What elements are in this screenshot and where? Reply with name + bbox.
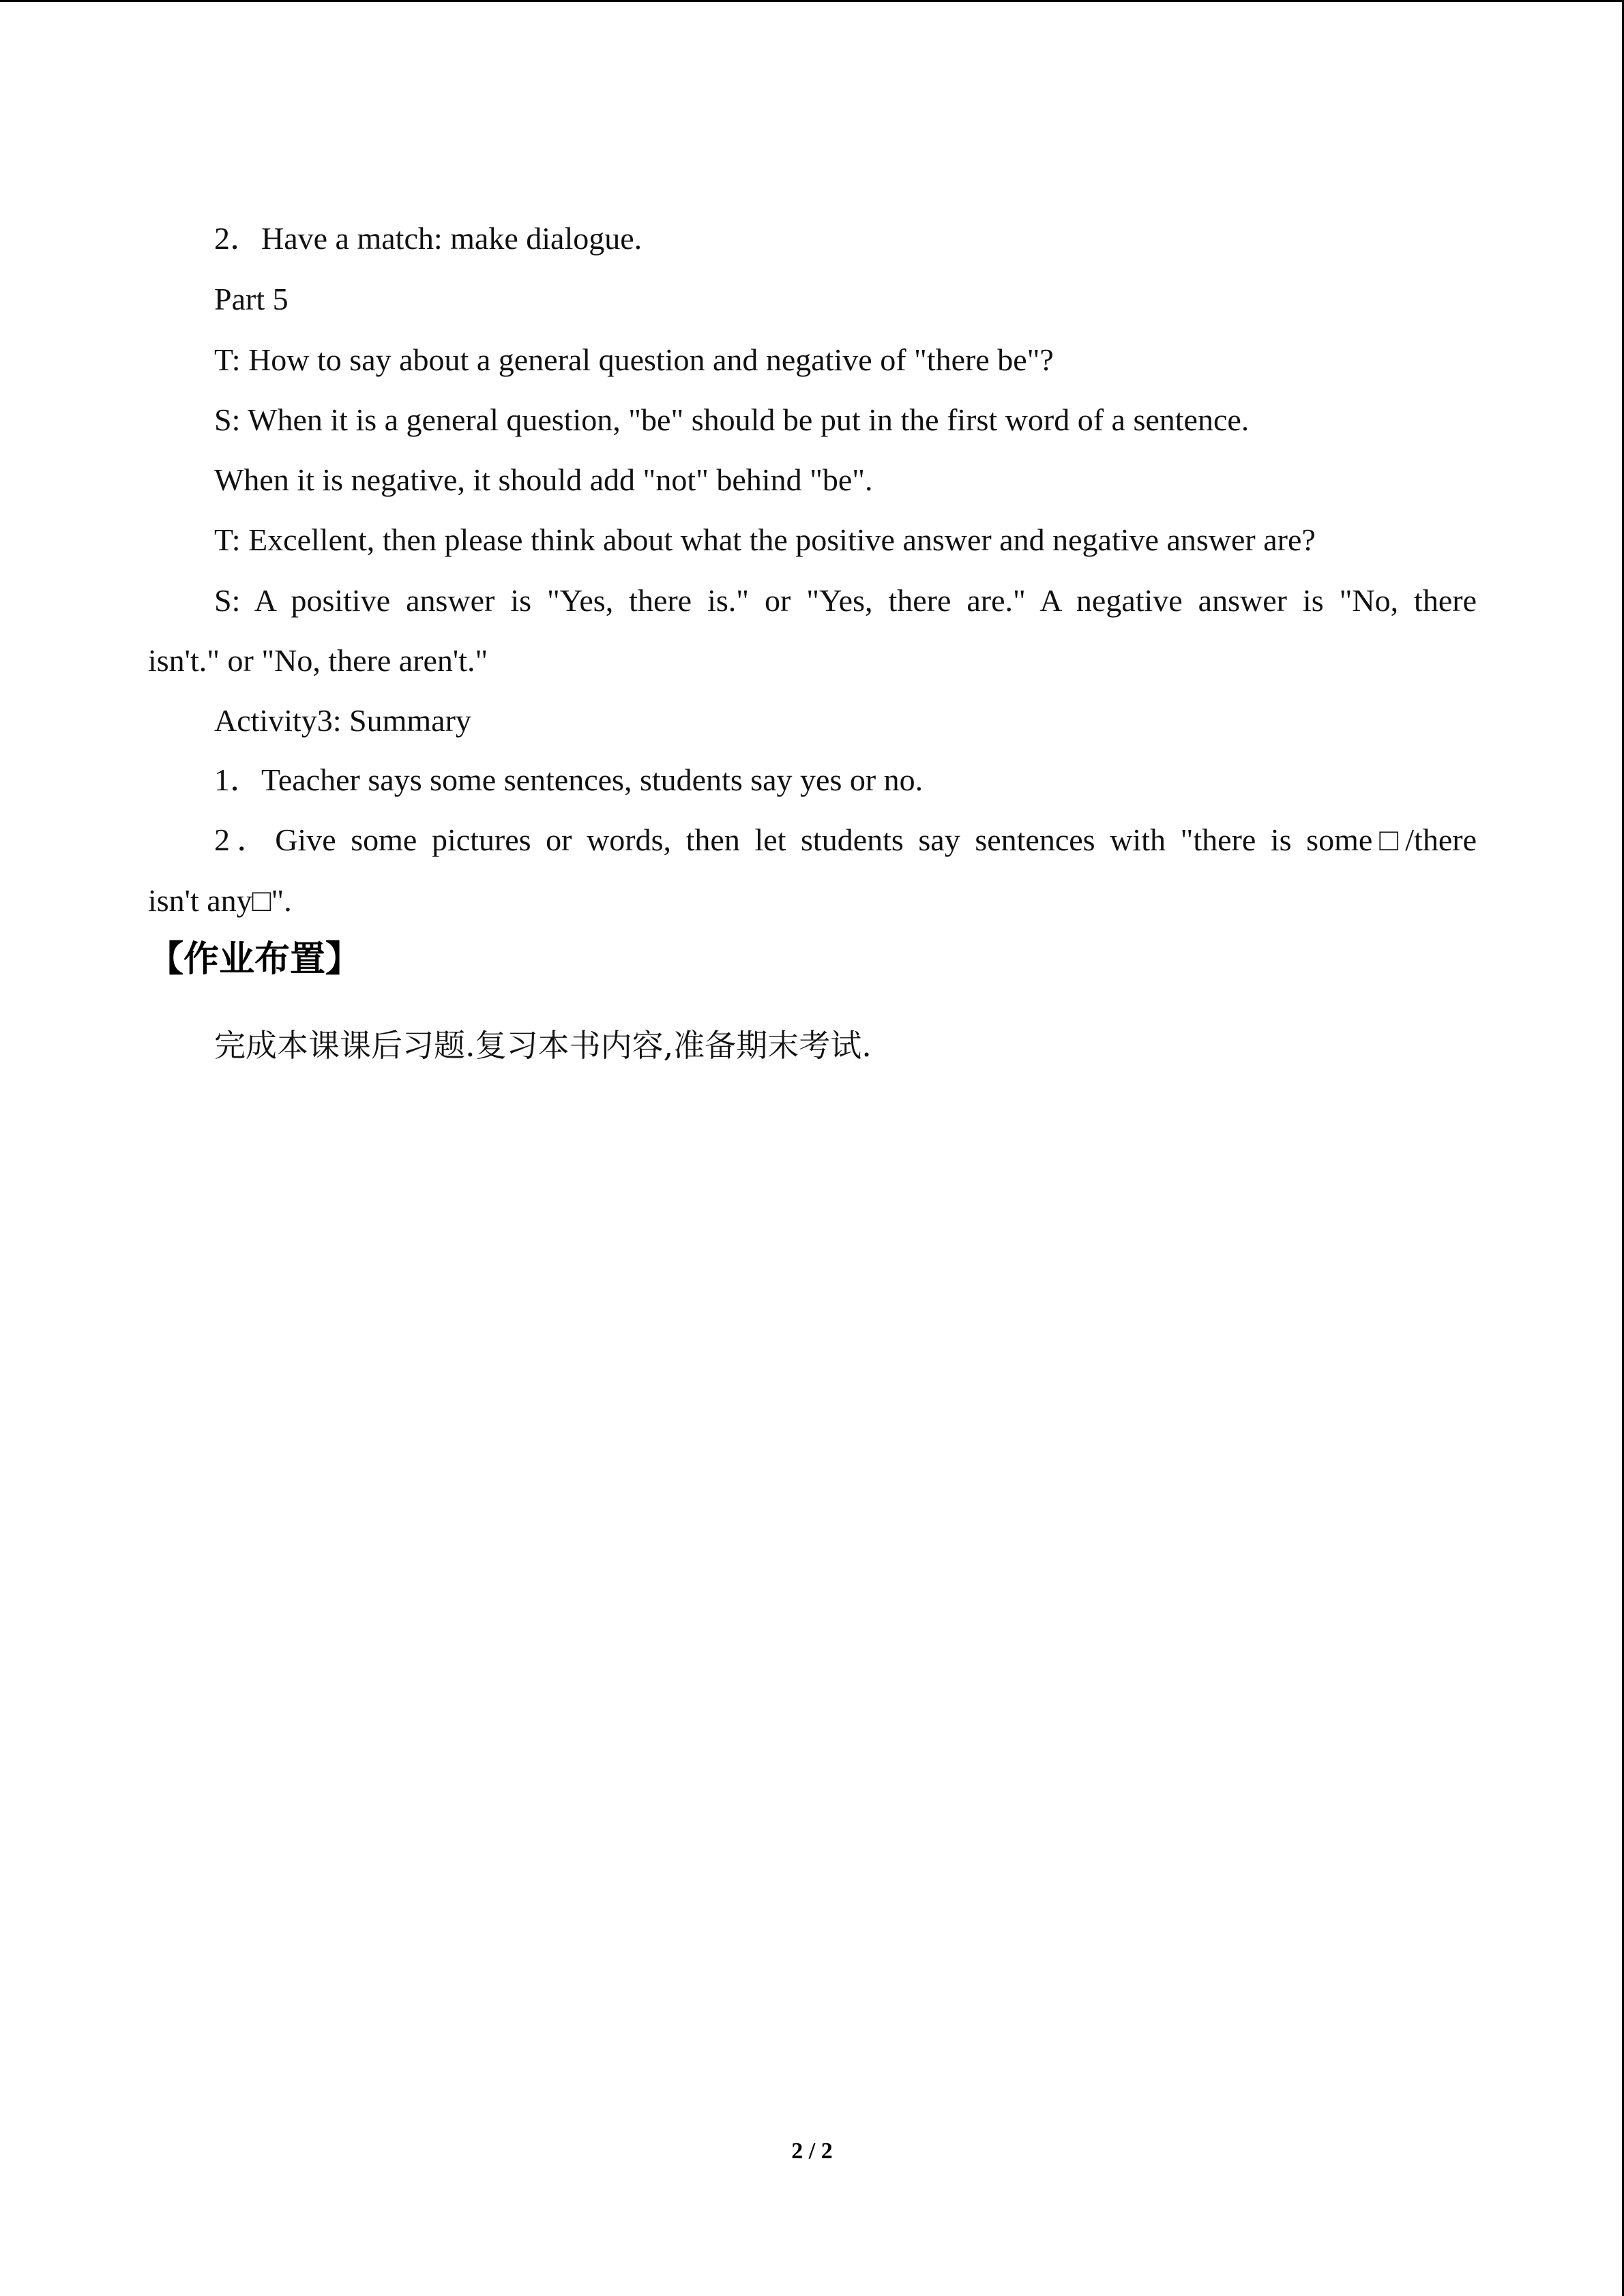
text-line: T: How to say about a general question and negative of "there be"?: [214, 342, 1054, 377]
text-line: 2．Give some pictures or words, then let students say sentences with "there is some□/there: [214, 822, 1477, 857]
text-line: 1．Teacher says some sentences, students say yes or no.: [214, 762, 924, 797]
text-line: isn't any□".: [148, 883, 292, 918]
text-line: T: Excellent, then please think about what the positive answer and negative answer are?: [214, 522, 1316, 557]
section-heading: 【作业布置】: [148, 939, 361, 980]
homework-text: 完成本课课后习题.复习本书内容,准备期末考试.: [214, 1027, 872, 1064]
text-line: S: When it is a general question, "be" should be put in the first word of a sentence.: [214, 402, 1250, 437]
text-line: Activity3: Summary: [214, 703, 471, 738]
text-line: S: A positive answer is "Yes, there is." or "Yes, there are." A negative answer is "No, there: [214, 583, 1477, 618]
text-line: Part 5: [214, 282, 289, 316]
text-line: When it is negative, it should add "not" behind "be".: [214, 462, 873, 497]
text-line: isn't." or "No, there aren't.": [148, 643, 488, 678]
text-line: 2．Have a match: make dialogue.: [214, 221, 643, 256]
page-number: 2 / 2: [791, 2138, 833, 2164]
